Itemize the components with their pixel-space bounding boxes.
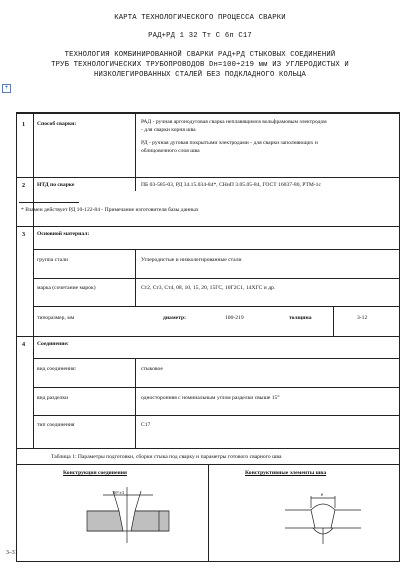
weld-width-label: e [321,493,324,498]
joint-kind-label: тип соединения [37,422,75,428]
joint-construction-drawing [83,485,173,547]
col-divider [33,113,34,448]
row-divider [17,177,399,178]
row-divider [17,336,399,337]
doc-title: КАРТА ТЕХНОЛОГИЧЕСКОГО ПРОЦЕССА СВАРКИ [114,14,286,22]
doc-subtitle-line1: ТЕХНОЛОГИЯ КОМБИНИРОВАННОЙ СВАРКИ РАД+РД СТЫКОВЫХ СОЕДИНЕНИЙ [64,51,336,59]
doc-code: РАД+РД 1 32 Тт С 6п С17 [148,32,252,40]
thickness-label: толщина [289,315,312,321]
section-number: 4 [22,341,26,348]
section-label: Основной материал: [37,231,90,237]
doc-subtitle-line2: ТРУБ ТЕХНОЛОГИЧЕСКИХ ТРУБОПРОВОДОВ Dн=100÷219 мм ИЗ УГЛЕРОДИСТЫХ И [51,61,349,69]
method-rad-text: РАД - ручная аргонодуговая сварка неплавящимся вольфрамовым электродом [141,119,327,125]
table1-caption: Таблица 1: Параметры подготовки, сборки стыка под сварку и параметры готового сварного шва [51,454,282,460]
section-label: Соединение: [37,341,69,347]
bevel-value: односторонняя с номинальным углом разделки свыше 15° [141,395,280,401]
process-table [16,112,400,562]
bevel-label: вид разделки [37,395,69,401]
ntd-text: ПБ 03-585-03, РД 34.15.034-84*, СНиП 3.05.05-84, ГОСТ 16037-80, РТМ-1с [141,182,321,188]
method-rad-text-cont: - для сварки корня шва [141,127,196,133]
weld-elements-drawing [283,488,363,550]
section-number: 2 [22,182,26,189]
steel-grade-label: марка (сочетание марок) [37,285,96,291]
table1-col-construction: Конструкция соединения [63,470,127,476]
method-rd-text: РД - ручная дуговая покрытыми электродами - для сварки заполняющих и [141,140,318,146]
steel-group-value: Углеродистые и низколегированные стали [141,257,242,263]
joint-type-value: стыковое [141,366,163,372]
bevel-angle-label: 30°±3 [113,490,125,495]
joint-kind-value: С17 [141,422,151,428]
section-number: 1 [22,121,26,128]
footnote: * Взамен действует РД 10-122-84 - Примечание изготовителя базы данных [21,207,199,213]
size-label: типоразмер, мм [37,315,75,321]
diameter-value: 100-219 [225,315,244,321]
table1-col-elements: Конструктивные элементы шва [245,470,327,476]
section-label: НТД по сварке [37,182,75,188]
steel-group-label: группа стали [37,257,68,263]
section-number: 3 [22,231,26,238]
method-rd-text-cont: облицовочного слоя шва [141,148,200,154]
col-divider [135,113,136,177]
thickness-value: 3-12 [357,315,368,321]
diameter-label: диаметр: [163,315,186,321]
table-move-handle-icon[interactable]: + [2,84,11,93]
doc-subtitle-line3: НИЗКОЛЕГИРОВАННЫХ СТАЛЕЙ БЕЗ ПОДКЛАДНОГО КОЛЬЦА [93,71,307,79]
joint-type-label: вид соединения: [37,366,77,372]
steel-grade-value: Ст2, Ст3, Ст4, 08, 10, 15, 20, 15ГС, 10Г2С1, 14ХГС и др. [141,285,276,291]
page-marker: 3–31 [6,550,18,556]
row-divider [17,226,399,227]
section-label: Способ сварки: [37,121,77,127]
row-divider [17,448,399,449]
